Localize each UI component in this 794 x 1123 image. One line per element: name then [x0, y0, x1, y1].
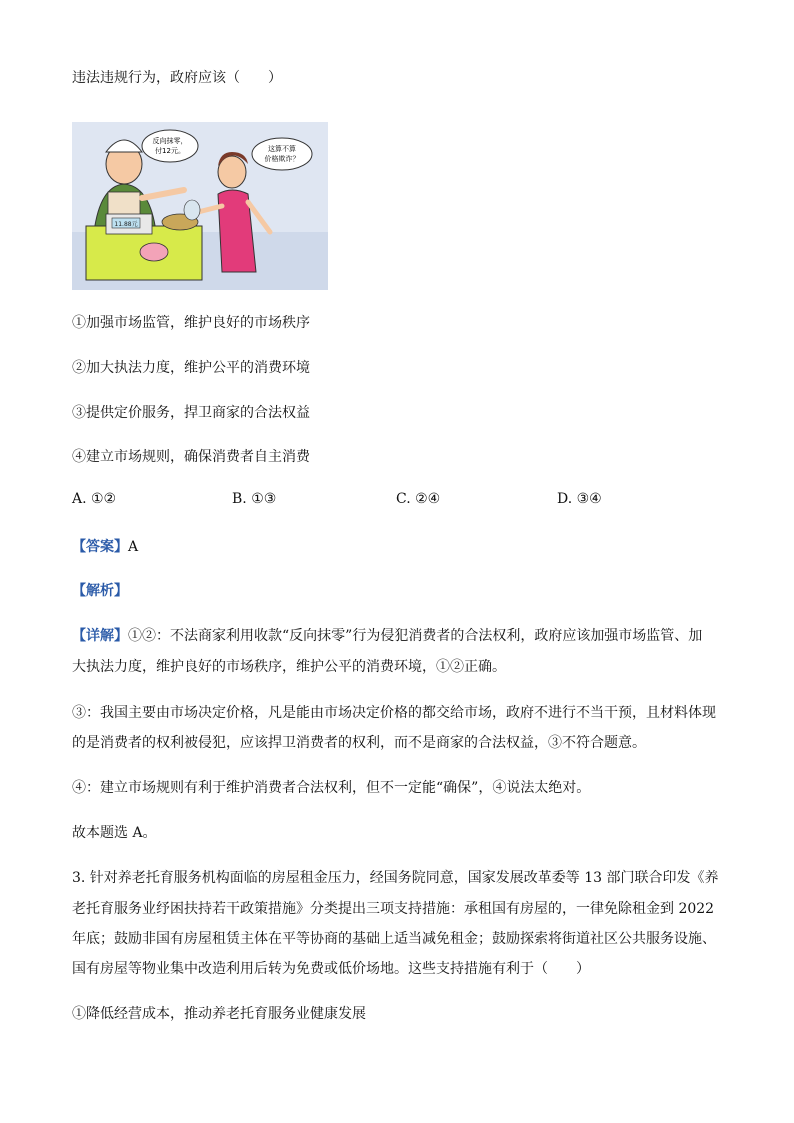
svg-text:11.88元: 11.88元	[114, 221, 138, 228]
statement-2: ②加大执法力度，维护公平的消费环境	[72, 360, 310, 376]
detail-line-5: ④：建立市场规则有利于维护消费者合法权利，但不一定能“确保”，④说法太绝对。	[72, 780, 591, 796]
question-3-line-2: 老托育服务业纾困扶持若干政策措施》分类提出三项支持措施：承租国有房屋的，一律免除租金到 2022	[72, 901, 715, 917]
question-stem-tail: 违法违规行为，政府应该（ ）	[72, 70, 282, 86]
option-a: A. ①②	[72, 491, 117, 507]
question-3-line-3: 年底；鼓励非国有房屋租赁主体在平等协商的基础上适当减免租金；鼓励探索将街道社区公共服务设施、	[72, 931, 716, 947]
answer-value: A	[128, 539, 139, 555]
svg-text:价格欺诈？: 价格欺诈？	[264, 155, 300, 163]
detail-tag: 【详解】	[72, 628, 128, 644]
cartoon-illustration	[72, 122, 328, 290]
detail-text-1: ①②：不法商家利用收款“反向抹零”行为侵犯消费者的合法权利，政府应该加强市场监管、加	[128, 628, 703, 644]
svg-text:付12元。: 付12元。	[155, 147, 185, 155]
option-c: C. ②④	[396, 491, 441, 507]
question-3-line-1: 3. 针对养老托育服务机构面临的房屋租金压力，经国务院同意，国家发展改革委等 13 部门联合印发《养	[72, 870, 719, 886]
detail-line-3: ③：我国主要由市场决定价格，凡是能由市场决定价格的都交给市场，政府不进行不当干预，且材料体现	[72, 705, 716, 721]
svg-text:反向抹零，: 反向抹零，	[152, 137, 188, 145]
conclusion-line: 故本题选 A。	[72, 825, 157, 841]
detail-line-4: 的是消费者的权利被侵犯，应该捍卫消费者的权利，而不是商家的合法权益，③不符合题意。	[72, 735, 646, 751]
statement-4: ④建立市场规则，确保消费者自主消费	[72, 449, 310, 465]
svg-text:这算不算: 这算不算	[268, 145, 296, 153]
option-d: D. ③④	[557, 491, 602, 507]
question-3-statement-1: ①降低经营成本，推动养老托育服务业健康发展	[72, 1006, 366, 1022]
question-3-line-4: 国有房屋等物业集中改造利用后转为免费或低价场地。这些支持措施有利于（ ）	[72, 961, 590, 977]
detail-line-2: 大执法力度，维护良好的市场秩序，维护公平的消费环境，①②正确。	[72, 659, 506, 675]
option-b: B. ①③	[232, 491, 277, 507]
statement-1: ①加强市场监管，维护良好的市场秩序	[72, 315, 310, 331]
answer-tag: 【答案】	[72, 539, 128, 555]
analysis-tag: 【解析】	[72, 583, 128, 599]
answer-line	[72, 536, 138, 556]
statement-3: ③提供定价服务，捍卫商家的合法权益	[72, 405, 310, 421]
detail-line-1	[72, 625, 702, 645]
